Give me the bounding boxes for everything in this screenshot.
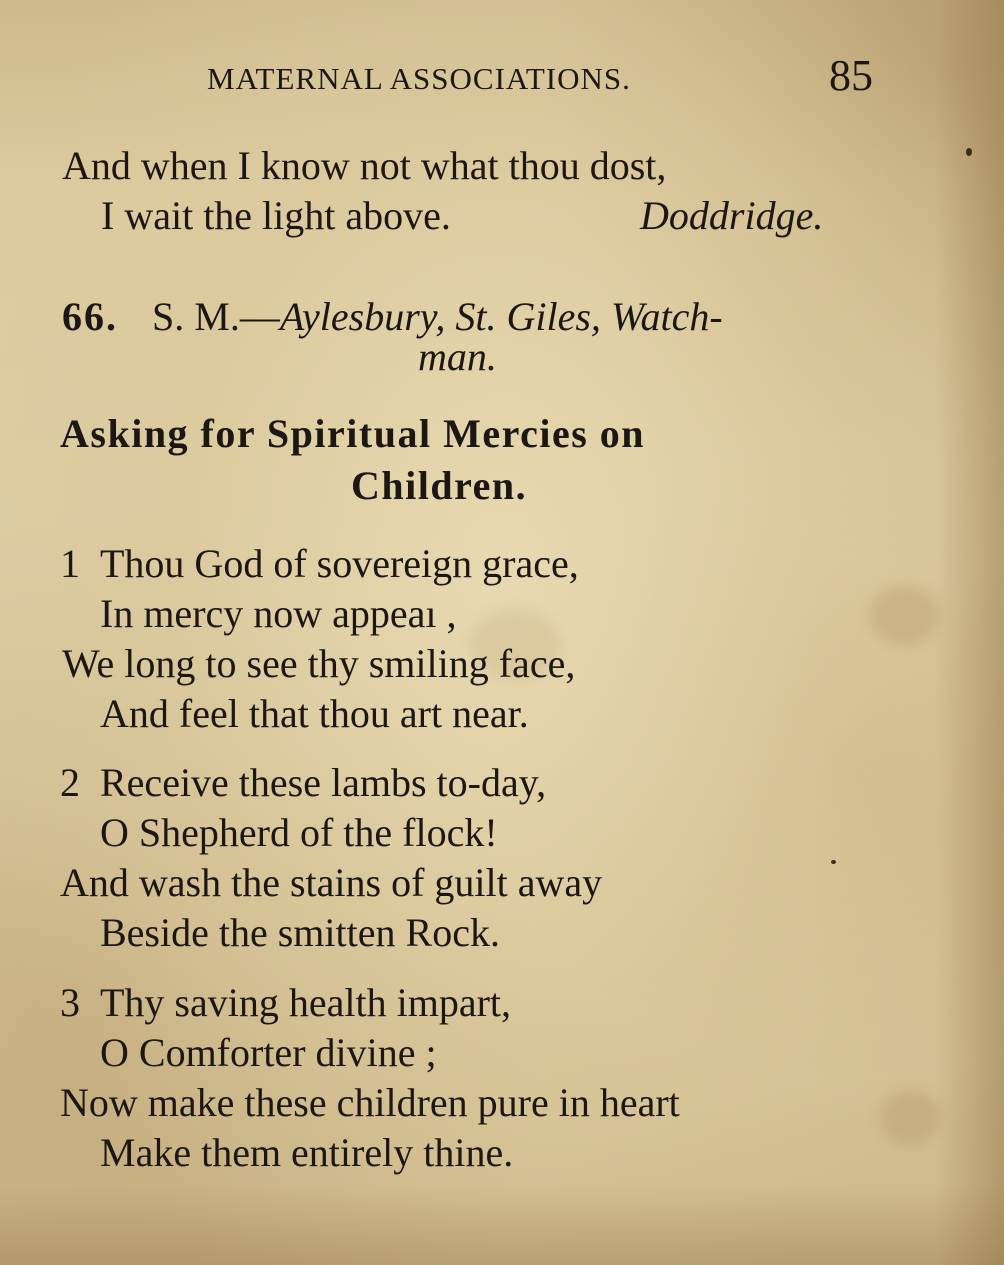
page-edge-shading (934, 0, 1004, 1265)
verse-line: In mercy now appeaı , (100, 591, 457, 636)
hymn-heading (62, 294, 723, 339)
prev-hymn-line: I wait the light above. (101, 193, 451, 238)
verse-line: Thou God of sovereign grace, (100, 541, 579, 586)
page-header (0, 50, 1004, 110)
hymn-tunes-continued: man. (418, 334, 497, 379)
hymn-title-continued: Children. (351, 463, 528, 508)
hymn-title: Asking for Spiritual Mercies on (60, 411, 646, 456)
verse-line: We long to see thy smiling face, (62, 641, 576, 686)
verse-number: 3 (60, 980, 80, 1025)
page-number: 85 (829, 51, 873, 100)
verse-line: Thy saving health impart, (100, 980, 512, 1025)
verse-line: Receive these lambs to-day, (100, 760, 547, 805)
verse-line: O Shepherd of the flock! (100, 810, 498, 855)
verse-line: O Comforter divine ; (100, 1030, 437, 1075)
verse-number: 1 (60, 541, 80, 586)
foxing-stain (880, 1090, 940, 1145)
ink-speck (831, 860, 836, 864)
verse-line: Beside the smitten Rock. (100, 910, 500, 955)
verse-line: Make them entirely thine. (100, 1130, 514, 1175)
hymn-tunes: Aylesbury, St. Giles, Watch- (279, 294, 723, 339)
verse-line: And feel that thou art near. (100, 691, 529, 736)
hymn-number: 66. (62, 294, 118, 339)
verse-number: 2 (60, 760, 80, 805)
verse-line: And wash the stains of guilt away (60, 860, 603, 905)
ink-speck (966, 148, 972, 156)
hymn-meter: S. M.— (152, 294, 280, 339)
verse-line: Now make these children pure in heart (60, 1080, 680, 1125)
foxing-stain (870, 585, 940, 645)
running-head: MATERNAL ASSOCIATIONS. (207, 61, 631, 96)
prev-hymn-author: Doddridge. (640, 193, 824, 238)
prev-hymn-line: And when I know not what thou dost, (62, 143, 667, 188)
page-bottom-shading (0, 1185, 1004, 1265)
